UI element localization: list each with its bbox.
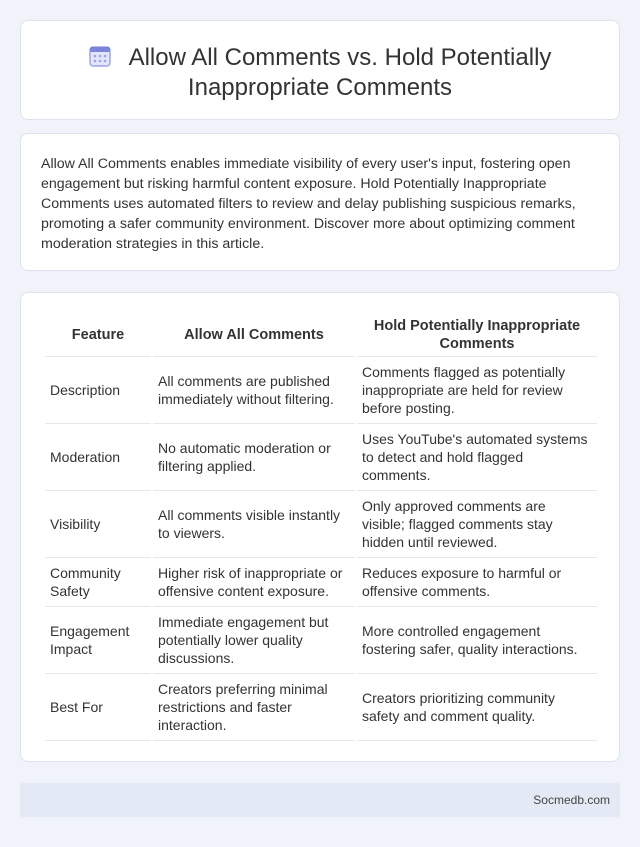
table-row (45, 424, 597, 491)
row-feature: Description (45, 357, 151, 424)
row-hold-value: Comments flagged as potentially inappropriate are held for review before posting. (357, 357, 597, 424)
row-feature: Visibility (45, 491, 151, 558)
header-allow-all: Allow All Comments (153, 313, 355, 357)
comparison-table (43, 313, 599, 741)
row-hold-value: Creators prioritizing community safety and comment quality. (357, 674, 597, 741)
footer-bar (20, 783, 620, 817)
row-allow-value: Creators preferring minimal restrictions and faster interaction. (153, 674, 355, 741)
header-feature: Feature (45, 313, 151, 357)
table-row (45, 357, 597, 424)
table-row (45, 674, 597, 741)
title-line-1: Allow All Comments vs. Hold Potentially (128, 44, 552, 71)
intro-card (20, 133, 620, 271)
comparison-card (20, 292, 620, 762)
row-allow-value: All comments visible instantly to viewers. (153, 491, 355, 558)
row-hold-value: Only approved comments are visible; flagged comments stay hidden until reviewed. (357, 491, 597, 558)
header-hold: Hold Potentially Inappropriate Comments (357, 313, 597, 357)
table-row (45, 558, 597, 607)
row-allow-value: Immediate engagement but potentially lower quality discussions. (153, 607, 355, 674)
row-feature: Engagement Impact (45, 607, 151, 674)
row-hold-value: Uses YouTube's automated systems to detect and hold flagged comments. (357, 424, 597, 491)
row-allow-value: No automatic moderation or filtering applied. (153, 424, 355, 491)
page-title (21, 43, 619, 103)
footer-site-link[interactable]: Socmedb.com (533, 793, 610, 807)
calendar-icon (89, 45, 111, 67)
row-hold-value: Reduces exposure to harmful or offensive comments. (357, 558, 597, 607)
row-feature: Best For (45, 674, 151, 741)
intro-paragraph: Allow All Comments enables immediate visibility of every user's input, fostering open engagement but risking harmful content exposure. Hold Potentially Inappropriate Comments uses automated filters to review and delay publishing suspicious remarks, promoting a safer community environment. Discover more about optimizing comment moderation strategies in this article. (41, 156, 576, 252)
row-allow-value: All comments are published immediately without filtering. (153, 357, 355, 424)
title-line-2: Inappropriate Comments (187, 74, 453, 101)
row-feature: Community Safety (45, 558, 151, 607)
table-header-row (45, 313, 597, 357)
row-feature: Moderation (45, 424, 151, 491)
title-card (20, 20, 620, 120)
row-allow-value: Higher risk of inappropriate or offensive content exposure. (153, 558, 355, 607)
table-row (45, 607, 597, 674)
table-row (45, 491, 597, 558)
row-hold-value: More controlled engagement fostering safer, quality interactions. (357, 607, 597, 674)
